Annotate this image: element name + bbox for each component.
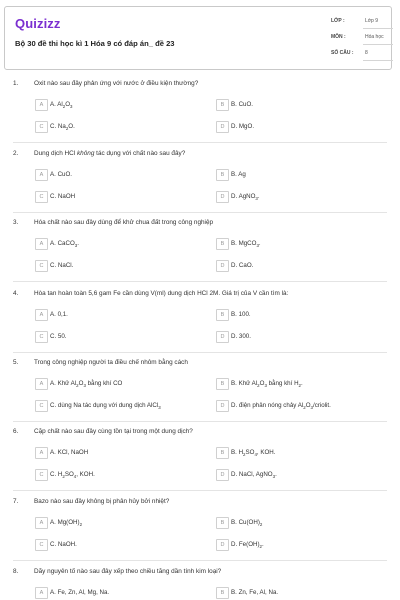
question-number: 5. — [13, 359, 19, 366]
option-text: B. CuO. — [231, 101, 254, 108]
question-text: Bazo nào sau đây không bị phân hủy bởi nhiệt? — [34, 498, 170, 505]
option-d[interactable] — [216, 400, 386, 411]
option-a[interactable] — [35, 517, 205, 528]
question-divider — [13, 142, 387, 143]
option-a[interactable] — [35, 378, 205, 389]
option-letter-box: D — [216, 400, 229, 412]
meta-value: 8 — [365, 50, 368, 56]
option-text: D. MgO. — [231, 123, 255, 130]
option-letter-box: C — [35, 260, 48, 272]
question-number: 4. — [13, 290, 19, 297]
option-letter-box: C — [35, 331, 48, 343]
question-divider — [13, 421, 387, 422]
meta-label: LỚP : — [331, 18, 345, 24]
option-a[interactable] — [35, 169, 205, 180]
option-c[interactable] — [35, 331, 205, 342]
option-text: B. MgCO$_3$. — [231, 240, 261, 249]
option-text: D. $Fe(OH)_2$. — [231, 541, 264, 550]
question-divider — [13, 490, 387, 491]
option-d[interactable] — [216, 260, 386, 271]
option-text: C. $Na_2O$. — [50, 123, 75, 132]
worksheet-title: Bộ 30 đề thi học kì 1 Hóa 9 có đáp án_ đề 23 — [15, 39, 175, 48]
option-c[interactable] — [35, 400, 205, 411]
option-c[interactable] — [35, 121, 205, 132]
option-letter-box: D — [216, 191, 229, 203]
question-text: Oxit nào sau đây phản ứng với nước ở điều kiện thường? — [34, 80, 199, 87]
meta-value: Lớp 9 — [365, 18, 379, 24]
option-letter-box: A — [35, 517, 48, 529]
option-d[interactable] — [216, 539, 386, 550]
worksheet-header — [4, 6, 392, 70]
option-letter-box: D — [216, 121, 229, 133]
question-text: Trong công nghiệp người ta điều chế nhôm bằng cách — [34, 359, 188, 366]
option-d[interactable] — [216, 469, 386, 480]
option-letter-box: B — [216, 169, 229, 181]
meta-question-count — [331, 47, 391, 61]
meta-value: Hóa học — [365, 34, 384, 40]
option-b[interactable] — [216, 99, 386, 110]
option-text: D. điện phân nóng chảy $Al_2O_3$/criolit. — [231, 402, 331, 411]
question-number: 7. — [13, 498, 19, 505]
option-letter-box: C — [35, 400, 48, 412]
option-b[interactable] — [216, 378, 386, 389]
option-letter-box: C — [35, 469, 48, 481]
option-letter-box: B — [216, 378, 229, 390]
option-text: B. Zn, Fe, Al, Na. — [231, 589, 279, 596]
option-b[interactable] — [216, 447, 386, 458]
option-b[interactable] — [216, 309, 386, 320]
option-letter-box: A — [35, 238, 48, 250]
option-letter-box: C — [35, 539, 48, 551]
option-c[interactable] — [35, 191, 205, 202]
option-d[interactable] — [216, 121, 386, 132]
meta-label: SỐ CÂU : — [331, 50, 354, 56]
option-a[interactable] — [35, 238, 205, 249]
question-divider — [13, 212, 387, 213]
quizizz-logo: Quizizz — [15, 16, 61, 31]
question-number: 3. — [13, 219, 19, 226]
question-text: Cặp chất nào sau đây cùng tồn tại trong một dung dịch? — [34, 428, 193, 435]
option-text: A. KCl, NaOH — [50, 449, 89, 456]
option-letter-box: C — [35, 191, 48, 203]
question-number: 2. — [13, 150, 19, 157]
option-text: B. $H_2SO_4$, KOH. — [231, 449, 276, 458]
option-text: D. AgNO$_3$. — [231, 193, 260, 202]
option-a[interactable] — [35, 99, 205, 110]
option-letter-box: B — [216, 447, 229, 459]
question-number: 6. — [13, 428, 19, 435]
option-letter-box: B — [216, 99, 229, 111]
option-a[interactable] — [35, 587, 205, 598]
option-a[interactable] — [35, 309, 205, 320]
option-text: C. NaOH. — [50, 541, 77, 548]
option-text: A. Fe, Zn, Al, Mg, Na. — [50, 589, 110, 596]
option-text: C. $H_2SO_4$, KOH. — [50, 471, 95, 480]
option-letter-box: A — [35, 309, 48, 321]
option-letter-box: A — [35, 587, 48, 599]
option-text: A. Khử $Al_2O_3$ bằng khí CO — [50, 380, 123, 389]
question-text: Dãy nguyên tố nào sau đây xếp theo chiều tăng dần tính kim loại? — [34, 568, 222, 575]
option-text: D. NaCl, AgNO$_3$. — [231, 471, 277, 480]
option-c[interactable] — [35, 469, 205, 480]
option-c[interactable] — [35, 539, 205, 550]
option-text: A. $Mg(OH)_2$ — [50, 519, 83, 528]
option-b[interactable] — [216, 587, 386, 598]
question-text: Hòa tan hoàn toàn 5,6 gam Fe cần dùng V(ml) dung dịch HCl 2M. Giá trị của V cần tìm là: — [34, 290, 289, 297]
question-number: 1. — [13, 80, 19, 87]
option-letter-box: B — [216, 309, 229, 321]
option-text: A. CaCO$_3$. — [50, 240, 79, 249]
option-letter-box: D — [216, 260, 229, 272]
option-text: B. 100. — [231, 311, 251, 318]
option-text: D. 300. — [231, 333, 251, 340]
option-text: A. $Al_2O_3$ — [50, 101, 73, 110]
option-letter-box: A — [35, 169, 48, 181]
option-c[interactable] — [35, 260, 205, 271]
option-b[interactable] — [216, 238, 386, 249]
option-d[interactable] — [216, 331, 386, 342]
question-text: Hóa chất nào sau đây dùng để khử chua đất trong công nghiệp — [34, 219, 214, 226]
option-letter-box: D — [216, 469, 229, 481]
option-letter-box: D — [216, 331, 229, 343]
option-b[interactable] — [216, 517, 386, 528]
question-number: 8. — [13, 568, 19, 575]
question-divider — [13, 352, 387, 353]
option-letter-box: A — [35, 378, 48, 390]
option-text: C. 50. — [50, 333, 67, 340]
option-letter-box: A — [35, 447, 48, 459]
option-text: A. CuO. — [50, 171, 73, 178]
meta-subject — [331, 31, 391, 45]
option-letter-box: C — [35, 121, 48, 133]
question-divider — [13, 281, 387, 282]
option-text: B. $Cu(OH)_2$ — [231, 519, 263, 528]
option-text: A. 0,1. — [50, 311, 68, 318]
option-text: B. Khử $Al_2O_3$ bằng khí $H_2$. — [231, 380, 303, 389]
meta-grade — [331, 15, 391, 29]
option-text: C. NaCl. — [50, 262, 74, 269]
option-b[interactable] — [216, 169, 386, 180]
question-text: Dung dịch HCl không tác dụng với chất nào sau đây? — [34, 150, 186, 157]
option-letter-box: B — [216, 517, 229, 529]
option-text: C. dùng Na tác dụng với dung dịch AlCl$_3$ — [50, 402, 161, 411]
option-letter-box: B — [216, 238, 229, 250]
option-letter-box: B — [216, 587, 229, 599]
option-text: D. CaO. — [231, 262, 254, 269]
option-d[interactable] — [216, 191, 386, 202]
option-text: B. Ag — [231, 171, 246, 178]
question-divider — [13, 560, 387, 561]
meta-label: MÔN : — [331, 34, 346, 40]
option-letter-box: D — [216, 539, 229, 551]
option-a[interactable] — [35, 447, 205, 458]
option-letter-box: A — [35, 99, 48, 111]
option-text: C. NaOH — [50, 193, 76, 200]
